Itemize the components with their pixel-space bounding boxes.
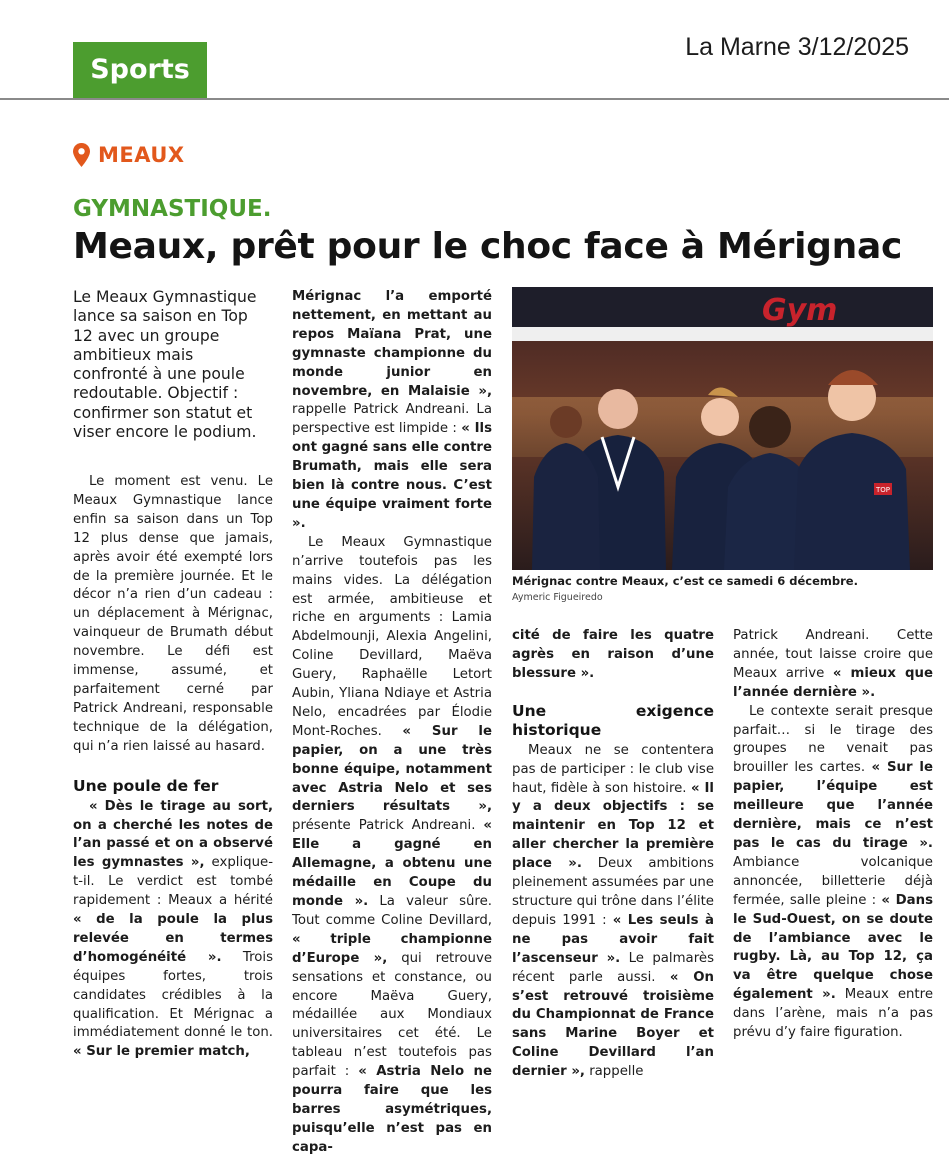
location-tag <box>73 143 185 167</box>
article-column-4 <box>733 627 933 1043</box>
article-lead <box>73 288 271 442</box>
text: Le contexte serait presque parfait… si le tirage des groupes ne venait pas brouiller les cartes. <box>733 703 933 776</box>
text: Deux ambitions pleinement assumées par une structure qui trône dans l’élite depuis 1991 : <box>512 856 714 928</box>
text: Le palmarès récent parle aussi. <box>512 950 714 985</box>
section-label: Sports <box>73 42 207 98</box>
quote: « Les seuls à ne pas avoir fait l’ascenseur ». <box>512 912 714 966</box>
quote: « Ils ont gagné sans elle contre Brumath, mais elle sera bien là contre nous. C’est une équipe vraiment forte ». <box>292 421 493 531</box>
quote: Mérignac l’a emporté nettement, en mettant au repos Maïana Prat, une gymnaste championne du monde junior en novembre, en Malaisie », <box>292 289 492 399</box>
text: Ambiance volcanique annoncée, billetterie déjà fermée, salle pleine : <box>733 854 933 908</box>
jacket-text: TOP <box>876 486 891 494</box>
article-column-1 <box>73 473 273 1062</box>
paragraph-6 <box>512 742 714 1082</box>
paragraph-1: Le moment est venu. Le Meaux Gymnastique lance enfin sa saison dans un Top 12 plus dense que jamais, après avoir été exempté lors de la première journée. Et le décor n’a rien d’un cadeau : un déplacement à Mérignac, vainqueur de Brumath début novembre. Le défi est immense, assumé, et parfaitement cerné par Patrick Andreani, responsable technique de la délégation, qui n’a rien laissé au hasard. <box>73 474 273 754</box>
quote: « de la poule la plus relevée en termes d’homogénéité ». <box>73 912 273 965</box>
article-headline: Meaux, prêt pour le choc face à Mérignac <box>73 226 902 267</box>
photo-caption: Mérignac contre Meaux, c’est ce samedi 6 décembre. <box>512 574 858 588</box>
quote: « mieux que l’année dernière ». <box>733 665 933 700</box>
paragraph-4 <box>292 534 492 1158</box>
paragraph-8 <box>733 703 933 1043</box>
article-column-2 <box>292 288 492 1158</box>
quote: « Dès le tirage au sort, on a cherché les notes de l’an passé et on a observé les gymnastes », <box>73 798 273 871</box>
banner-text: Gym <box>762 293 838 328</box>
paragraph-3 <box>292 288 492 534</box>
quote: « Sur le papier, l’équipe est meilleure que l’année dernière, mais ce n’est pas le cas du tirage ». <box>733 760 933 851</box>
quote: « Elle a gagné en Allemagne, a obtenu une médaille en Coupe du monde ». <box>292 818 492 909</box>
lead-text: Le Meaux Gymnastique lance sa saison en Top 12 avec un groupe ambitieux mais confronté à une poule redoutable. Objectif : confirmer son statut et viser encore le podium. <box>73 288 257 442</box>
quote: « Sur le premier match, <box>73 1044 250 1060</box>
text: rappelle <box>584 1064 644 1080</box>
article-photo <box>512 287 933 570</box>
text: Meaux ne se contentera pas de participer : le club vise haut, fidèle à son histoire. <box>512 742 714 796</box>
text: Patrick Andreani. Cette année, tout laisse croire que Meaux arrive <box>733 628 933 681</box>
photo-credit: Aymeric Figueiredo <box>512 592 603 603</box>
quote: « Astria Nelo ne pourra faire que les barres asymétriques, puisqu’elle n’est pas en capa- <box>292 1064 493 1155</box>
subheading-poule: Une poule de fer <box>73 776 219 795</box>
article-column-3 <box>512 627 714 1082</box>
location-pin-icon <box>73 143 90 167</box>
paragraph-2 <box>73 798 273 1063</box>
text: Meaux entre dans l’arène, mais n’a pas prévu d’y faire figuration. <box>733 987 933 1041</box>
text: La valeur sûre. Tout comme Coline Devillard, <box>292 894 493 928</box>
header-rule <box>0 98 949 100</box>
subheading-exigence: Une exigence historique <box>512 701 714 739</box>
edition-date: La Marne 3/12/2025 <box>685 33 909 61</box>
text: explique-t-il. Le verdict est tombé rapidement : Meaux a hérité <box>73 855 273 909</box>
photo-illustration <box>512 287 933 570</box>
paragraph-5: cité de faire les quatre agrès en raison d’une blessure ». <box>512 628 714 681</box>
text: rappelle Patrick Andreani. La perspective est limpide : <box>292 402 492 437</box>
location-name: MEAUX <box>98 143 185 167</box>
text: présente Patrick Andreani. <box>292 818 484 834</box>
quote: « Dans le Sud-Ouest, on se doute de l’ambiance avec le rugby. Là, au Top 12, ça va être quelque chose également ». <box>733 892 933 1003</box>
article-kicker: GYMNASTIQUE. <box>73 196 272 222</box>
text: qui retrouve sensations et constance, ou encore Maëva Guery, médaillée aux Mondiaux universitaires cet été. Le tableau n’est toutefois pas parfait : <box>292 950 493 1080</box>
quote: « On s’est retrouvé troisième du Championnat de France sans Marine Boyer et Coline Devillard l’an dernier », <box>512 969 715 1080</box>
paragraph-7 <box>733 627 933 703</box>
text: Le Meaux Gymnastique n’arrive toutefois pas les mains vides. La délégation est armée, ambitieuse et riche en arguments : Lamia Abdelmounji, Alexia Angelini, Coline Devillard, Maëva Guery, Raphaëlle Letort Aubin, Yliana Ndiaye et Astria Nelo, encadrées par Élodie Mont-Roches. <box>292 534 492 739</box>
quote: « triple championne d’Europe », <box>292 931 492 966</box>
text: Trois équipes fortes, trois candidates crédibles à la qualification. Et Mérignac a immédiatement donné le ton. <box>73 949 273 1041</box>
quote: « Sur le papier, on a une très bonne équipe, notamment avec Astria Nelo et ses derniers résultats », <box>292 723 492 815</box>
quote: « Il y a deux objectifs : se maintenir en Top 12 et aller chercher la première place ». <box>512 780 714 872</box>
